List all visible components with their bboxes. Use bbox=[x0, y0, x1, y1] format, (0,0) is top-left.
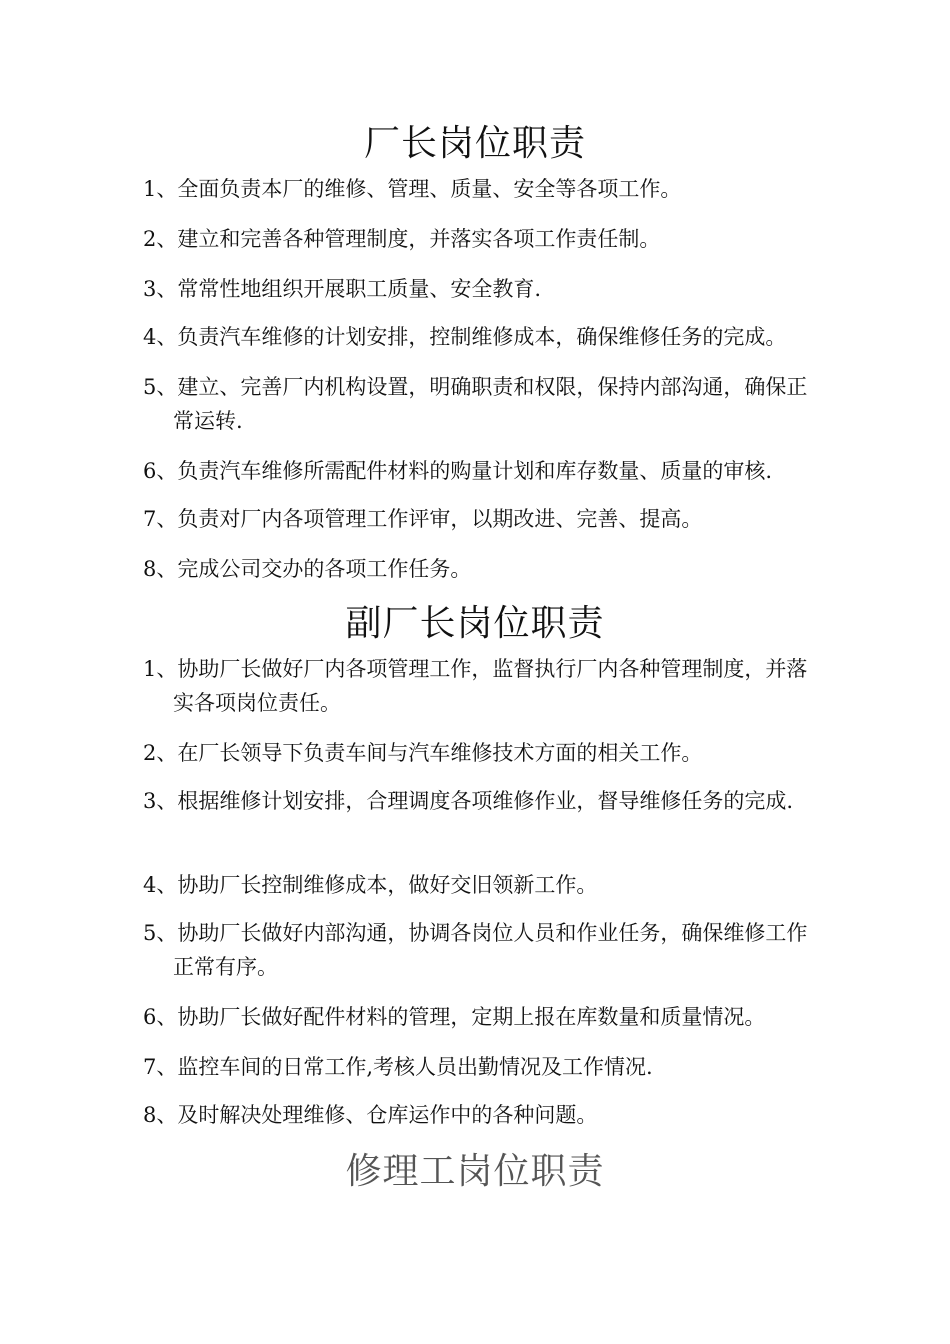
item-text: 协助厂长控制维修成本，做好交旧领新工作。 bbox=[177, 873, 598, 897]
item-text: 在厂长领导下负责车间与汽车维修技术方面的相关工作。 bbox=[177, 741, 703, 765]
item-text: 协助厂长做好内部沟通，协调各岗位人员和作业任务，确保维修工作正常有序。 bbox=[173, 921, 808, 979]
list-item bbox=[143, 172, 823, 206]
list-item bbox=[143, 222, 823, 256]
list-item bbox=[143, 272, 823, 306]
item-text: 全面负责本厂的维修、管理、质量、安全等各项工作。 bbox=[177, 177, 682, 201]
item-number: 1、 bbox=[143, 177, 178, 201]
item-number: 2、 bbox=[143, 227, 178, 251]
item-number: 6、 bbox=[143, 1005, 178, 1029]
item-number: 5、 bbox=[143, 921, 178, 945]
item-text: 负责汽车维修所需配件材料的购量计划和库存数量、质量的审核. bbox=[177, 459, 773, 483]
item-number: 4、 bbox=[143, 873, 178, 897]
item-text: 建立、完善厂内机构设置，明确职责和权限，保持内部沟通，确保正常运转. bbox=[173, 375, 808, 433]
list-item bbox=[143, 784, 813, 818]
item-number: 7、 bbox=[143, 507, 178, 531]
item-text: 根据维修计划安排，合理调度各项维修作业，督导维修任务的完成. bbox=[177, 789, 794, 813]
list-item bbox=[143, 454, 823, 488]
list-item bbox=[143, 1050, 823, 1084]
item-number: 8、 bbox=[143, 557, 178, 581]
item-number: 4、 bbox=[143, 325, 178, 349]
item-number: 3、 bbox=[143, 277, 178, 301]
item-number: 2、 bbox=[143, 741, 178, 765]
list-item bbox=[143, 502, 823, 536]
item-number: 1、 bbox=[143, 657, 178, 681]
item-number: 8、 bbox=[143, 1103, 178, 1127]
section-title-repairman: 修理工岗位职责 bbox=[345, 1151, 605, 1192]
section-title-factory-director: 厂长岗位职责 bbox=[363, 123, 586, 164]
list-item bbox=[143, 320, 843, 354]
item-text: 监控车间的日常工作,考核人员出勤情况及工作情况. bbox=[177, 1055, 653, 1079]
list-item bbox=[143, 736, 823, 770]
item-text: 完成公司交办的各项工作任务。 bbox=[177, 557, 472, 581]
list-item bbox=[143, 370, 813, 438]
section-title-deputy-director: 副厂长岗位职责 bbox=[345, 603, 605, 644]
item-text: 常常性地组织开展职工质量、安全教育. bbox=[177, 277, 542, 301]
item-text: 负责对厂内各项管理工作评审，以期改进、完善、提高。 bbox=[177, 507, 703, 531]
list-item bbox=[143, 652, 813, 720]
item-number: 7、 bbox=[143, 1055, 178, 1079]
list-item bbox=[143, 552, 823, 586]
item-text: 协助厂长做好配件材料的管理，定期上报在库数量和质量情况。 bbox=[177, 1005, 766, 1029]
item-text: 协助厂长做好厂内各项管理工作，监督执行厂内各种管理制度，并落实各项岗位责任。 bbox=[173, 657, 808, 715]
item-number: 6、 bbox=[143, 459, 178, 483]
list-item bbox=[143, 1000, 823, 1034]
list-item bbox=[143, 916, 813, 984]
list-item bbox=[143, 868, 823, 902]
item-text: 建立和完善各种管理制度，并落实各项工作责任制。 bbox=[177, 227, 661, 251]
list-item bbox=[143, 1098, 823, 1132]
item-number: 3、 bbox=[143, 789, 178, 813]
item-text: 及时解决处理维修、仓库运作中的各种问题。 bbox=[177, 1103, 598, 1127]
item-number: 5、 bbox=[143, 375, 178, 399]
item-text: 负责汽车维修的计划安排，控制维修成本，确保维修任务的完成。 bbox=[177, 325, 787, 349]
